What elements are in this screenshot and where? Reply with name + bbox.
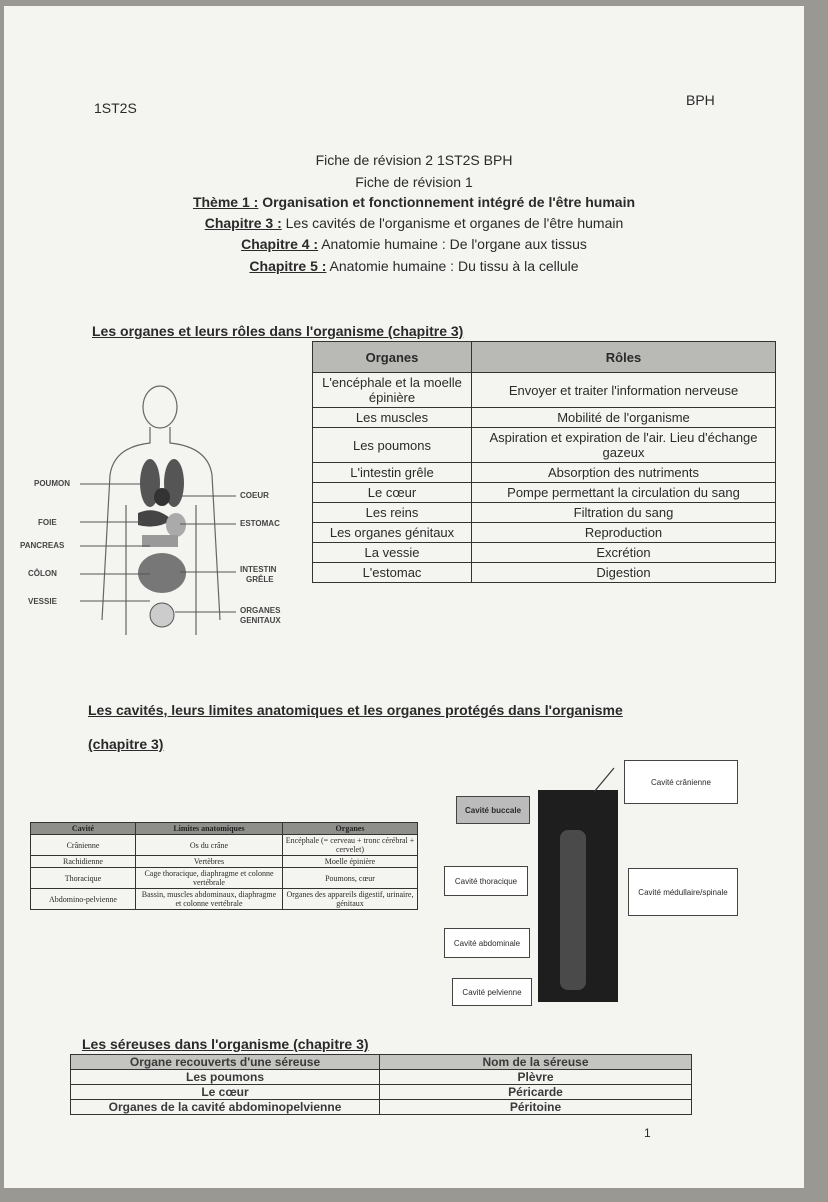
label-vessie: VESSIE bbox=[28, 597, 57, 606]
organ-cell: L'intestin grêle bbox=[313, 463, 472, 483]
cavity-cell: Crânienne bbox=[31, 835, 136, 856]
organ-cell: La vessie bbox=[313, 543, 472, 563]
label-intestin-2: GRÊLE bbox=[246, 575, 274, 584]
role-cell: Absorption des nutriments bbox=[472, 463, 776, 483]
label-colon: CÔLON bbox=[28, 569, 57, 578]
organs-roles-table bbox=[312, 341, 776, 583]
serosa-table bbox=[70, 1054, 692, 1115]
label-cavite-buccale: Cavité buccale bbox=[456, 796, 530, 824]
roles-header: Rôles bbox=[472, 342, 776, 373]
role-cell: Digestion bbox=[472, 563, 776, 583]
organ-cell: Les reins bbox=[313, 503, 472, 523]
serosa-organ-header: Organe recouverts d'une séreuse bbox=[71, 1055, 380, 1070]
organ-cell: Le cœur bbox=[313, 483, 472, 503]
table-row bbox=[313, 563, 776, 583]
organ-cell: L'estomac bbox=[313, 563, 472, 583]
section-cavities-title-2: (chapitre 3) bbox=[88, 736, 164, 752]
limits-cell: Vertèbres bbox=[136, 856, 283, 868]
limits-cell: Bassin, muscles abdominaux, diaphragme et colonne vertébrale bbox=[136, 889, 283, 910]
serosa-organ-cell: Les poumons bbox=[71, 1070, 380, 1085]
table-row bbox=[313, 523, 776, 543]
serosa-name-cell: Péricarde bbox=[380, 1085, 692, 1100]
limits-cell: Cage thoracique, diaphragme et colonne vertébrale bbox=[136, 868, 283, 889]
serosa-organ-cell: Organes de la cavité abdominopelvienne bbox=[71, 1100, 380, 1115]
table-row bbox=[313, 373, 776, 408]
organ-cell: L'encéphale et la moelle épinière bbox=[313, 373, 472, 408]
organ-cell: Les organes génitaux bbox=[313, 523, 472, 543]
page-number: 1 bbox=[644, 1126, 651, 1140]
protected-organs-cell: Encéphale (= cerveau + tronc cérébral + cervelet) bbox=[283, 835, 418, 856]
limits-cell: Os du crâne bbox=[136, 835, 283, 856]
role-cell: Filtration du sang bbox=[472, 503, 776, 523]
label-cavite-cranienne: Cavité crânienne bbox=[624, 760, 738, 804]
role-cell: Reproduction bbox=[472, 523, 776, 543]
role-cell: Mobilité de l'organisme bbox=[472, 408, 776, 428]
table-row bbox=[313, 463, 776, 483]
label-cavite-thoracique: Cavité thoracique bbox=[444, 866, 528, 896]
table-row bbox=[71, 1085, 692, 1100]
class-label: 1ST2S bbox=[94, 100, 137, 116]
cavities-table bbox=[30, 822, 418, 910]
table-row bbox=[313, 503, 776, 523]
label-intestin-1: INTESTIN bbox=[240, 565, 277, 574]
chapter3-line: Chapitre 3 : Les cavités de l'organisme et organes de l'être humain bbox=[204, 215, 624, 231]
protected-organs-cell: Poumons, cœur bbox=[283, 868, 418, 889]
section-serosa-title: Les séreuses dans l'organisme (chapitre 3) bbox=[82, 1036, 369, 1052]
role-cell: Aspiration et expiration de l'air. Lieu d'échange gazeux bbox=[472, 428, 776, 463]
organs-protected-header: Organes bbox=[283, 823, 418, 835]
theme-line: Thème 1 : Organisation et fonctionnement intégré de l'être humain bbox=[192, 194, 636, 210]
section-cavities-title-1: Les cavités, leurs limites anatomiques et les organes protégés dans l'organisme bbox=[88, 702, 623, 718]
label-cavite-abdominale: Cavité abdominale bbox=[444, 928, 530, 958]
label-pancreas: PANCREAS bbox=[20, 541, 65, 550]
organ-cell: Les muscles bbox=[313, 408, 472, 428]
table-row bbox=[31, 889, 418, 910]
serosa-name-header: Nom de la séreuse bbox=[380, 1055, 692, 1070]
protected-organs-cell: Organes des appareils digestif, urinaire, génitaux bbox=[283, 889, 418, 910]
chapter4-line: Chapitre 4 : Anatomie humaine : De l'organe aux tissus bbox=[241, 236, 587, 252]
label-estomac: ESTOMAC bbox=[240, 519, 280, 528]
label-cavite-medullaire: Cavité médullaire/spinale bbox=[628, 868, 738, 916]
chapter5-line: Chapitre 5 : Anatomie humaine : Du tissu à la cellule bbox=[249, 258, 579, 274]
serosa-organ-cell: Le cœur bbox=[71, 1085, 380, 1100]
table-row bbox=[31, 868, 418, 889]
cranial-pointer-line bbox=[580, 766, 620, 796]
role-cell: Excrétion bbox=[472, 543, 776, 563]
sheet-subtitle: Fiche de révision 1 bbox=[355, 174, 473, 190]
table-row bbox=[71, 1100, 692, 1115]
table-row bbox=[313, 408, 776, 428]
label-coeur: COEUR bbox=[240, 491, 269, 500]
organ-cell: Les poumons bbox=[313, 428, 472, 463]
table-row bbox=[313, 543, 776, 563]
table-row bbox=[313, 483, 776, 503]
sheet-title: Fiche de révision 2 1ST2S BPH bbox=[315, 152, 513, 168]
table-row bbox=[313, 428, 776, 463]
serosa-name-cell: Péritoine bbox=[380, 1100, 692, 1115]
table-row bbox=[31, 856, 418, 868]
table-row bbox=[71, 1070, 692, 1085]
label-organes-2: GENITAUX bbox=[240, 616, 281, 625]
role-cell: Pompe permettant la circulation du sang bbox=[472, 483, 776, 503]
cavity-cell: Thoracique bbox=[31, 868, 136, 889]
spine-silhouette bbox=[560, 830, 586, 990]
cavities-mri-image bbox=[538, 790, 618, 1002]
protected-organs-cell: Moelle épinière bbox=[283, 856, 418, 868]
label-cavite-pelvienne: Cavité pelvienne bbox=[452, 978, 532, 1006]
label-poumon: POUMON bbox=[34, 479, 70, 488]
cavity-cell: Abdomino-pelvienne bbox=[31, 889, 136, 910]
label-foie: FOIE bbox=[38, 518, 57, 527]
cavity-header: Cavité bbox=[31, 823, 136, 835]
role-cell: Envoyer et traiter l'information nerveuse bbox=[472, 373, 776, 408]
limits-header: Limites anatomiques bbox=[136, 823, 283, 835]
label-organes-1: ORGANES bbox=[240, 606, 281, 615]
subject-label: BPH bbox=[686, 92, 715, 108]
cavity-cell: Rachidienne bbox=[31, 856, 136, 868]
section-organs-title: Les organes et leurs rôles dans l'organisme (chapitre 3) bbox=[92, 323, 464, 339]
serosa-name-cell: Plèvre bbox=[380, 1070, 692, 1085]
organs-header: Organes bbox=[313, 342, 472, 373]
table-row bbox=[31, 835, 418, 856]
